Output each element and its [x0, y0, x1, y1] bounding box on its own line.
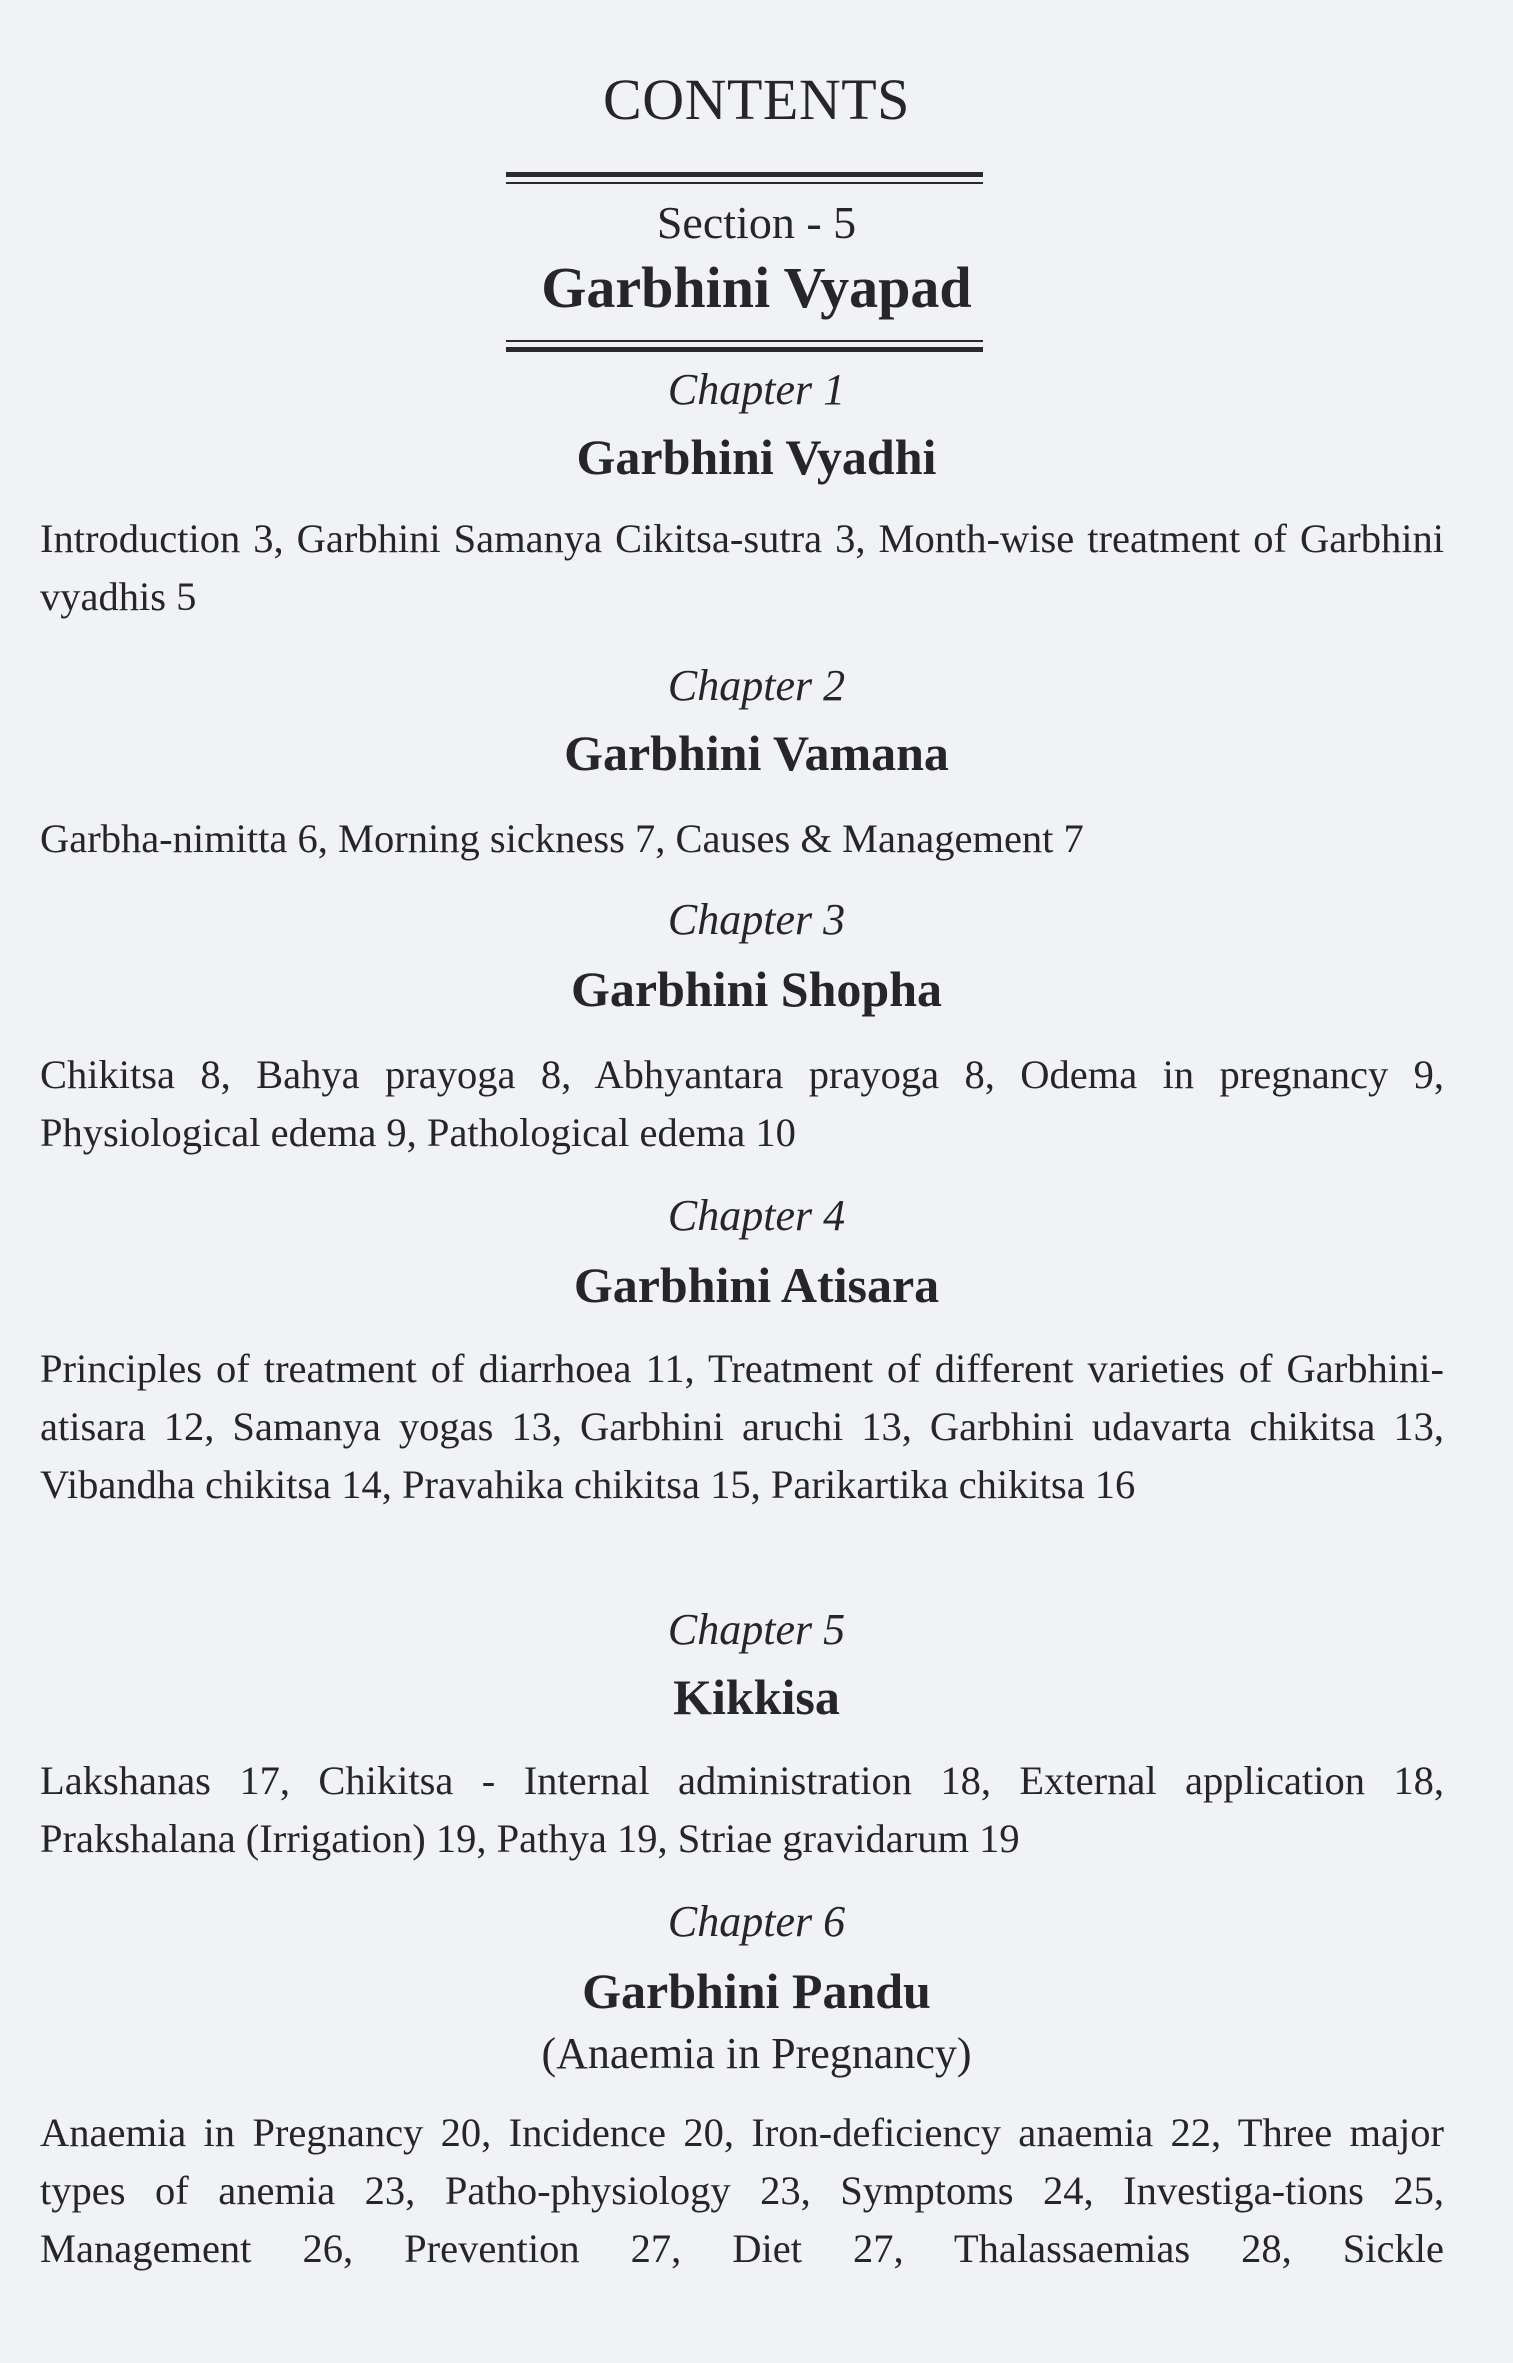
chapter-title: Garbhini Pandu	[582, 1963, 931, 2019]
chapter-label: Chapter 4	[667, 1191, 846, 1240]
chapter-label: Chapter 1	[667, 365, 846, 414]
chapter-title: Garbhini Vyadhi	[576, 429, 937, 485]
section-label: Section - 5	[656, 197, 857, 248]
chapter-label: Chapter 2	[667, 661, 846, 710]
chapter-title: Garbhini Vamana	[564, 725, 949, 781]
chapter-entries: Lakshanas 17, Chikitsa - Internal administration 18, External application 18, Prakshalana (Irrigation) 19, Pathya 19, Striae gravidarum 19	[40, 1758, 1444, 1861]
bottom-double-rule	[506, 340, 983, 352]
chapter-entries: Principles of treatment of diarrhoea 11, Treatment of different varieties of Garbhini-atisara 12, Samanya yogas 13, Garbhini aruchi 13, Garbhini udavarta chikitsa 13, Vibandha chikitsa 14, Pravahika chikitsa 15, Parikartika chikitsa 16	[40, 1346, 1444, 1507]
chapter-subtitle: (Anaemia in Pregnancy)	[541, 2029, 972, 2078]
top-double-rule	[506, 172, 983, 184]
contents-heading: CONTENTS	[603, 67, 910, 132]
section-title: Garbhini Vyapad	[541, 255, 972, 320]
chapter-entries: Introduction 3, Garbhini Samanya Cikitsa-sutra 3, Month-wise treatment of Garbhini vyadhis 5	[40, 516, 1444, 619]
chapter-label: Chapter 3	[667, 895, 846, 944]
chapter-label: Chapter 6	[667, 1897, 846, 1946]
chapter-entries: Garbha-nimitta 6, Morning sickness 7, Causes & Management 7	[40, 816, 1084, 861]
chapter-entries: Chikitsa 8, Bahya prayoga 8, Abhyantara prayoga 8, Odema in pregnancy 9, Physiological edema 9, Pathological edema 10	[40, 1052, 1444, 1155]
chapter-title: Kikkisa	[673, 1669, 840, 1725]
chapter-label: Chapter 5	[667, 1605, 846, 1654]
chapter-title: Garbhini Shopha	[570, 961, 943, 1017]
chapter-title: Garbhini Atisara	[573, 1257, 940, 1313]
chapter-entries: Anaemia in Pregnancy 20, Incidence 20, Iron-deficiency anaemia 22, Three major types of anemia 23, Patho-physiology 23, Symptoms 24, Investiga-tions 25, Management 26, Prevention 27, Diet 27, Thalassaemias 28, Sickle	[40, 2110, 1444, 2271]
